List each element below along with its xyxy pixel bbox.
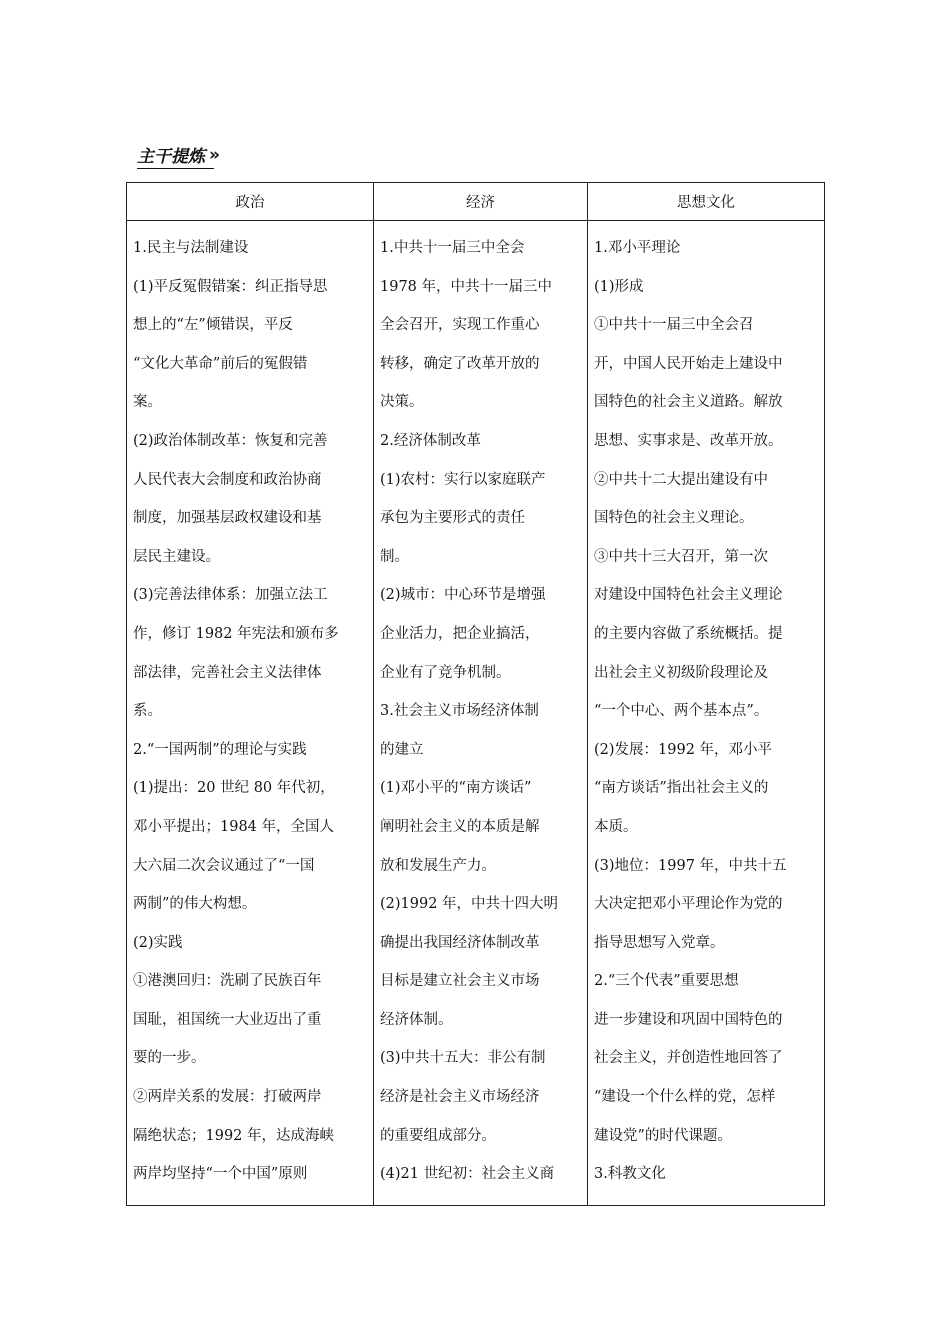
text-line: 放和发展生产力。 — [380, 857, 496, 874]
text-line: 经济是社会主义市场经济 — [380, 1089, 540, 1106]
text-line: 承包为主要形式的责任 — [380, 510, 525, 527]
text-line: (2)城市：中心环节是增强 — [380, 587, 546, 604]
text-line: (3)中共十五大：非公有制 — [380, 1050, 546, 1067]
text-line: 国特色的社会主义理论。 — [594, 510, 754, 527]
text-line: “文化大革命”前后的冤假错 — [133, 355, 308, 372]
text-line: 系。 — [133, 703, 162, 720]
text-line: 对建设中国特色社会主义理论 — [594, 587, 783, 604]
cell-culture — [588, 221, 825, 1206]
text-line: “一个中心、两个基本点”。 — [594, 703, 769, 720]
text-line: 企业有了竞争机制。 — [380, 664, 511, 681]
cell-politics — [127, 221, 374, 1206]
text-line: 1.邓小平理论 — [594, 240, 681, 256]
double-chevron-right-icon: » — [209, 144, 214, 165]
summary-table — [126, 182, 825, 1206]
text-line: (3)地位：1997 年，中共十五 — [594, 857, 787, 874]
text-line: 制。 — [380, 548, 409, 565]
text-line: 国耻，祖国统一大业迈出了重 — [133, 1011, 322, 1028]
text-line: (1)农村：实行以家庭联产 — [380, 471, 546, 488]
text-line: 国特色的社会主义道路。解放 — [594, 394, 783, 411]
text-line: (1)邓小平的“南方谈话” — [380, 780, 532, 797]
text-line: 2.“三个代表”重要思想 — [594, 973, 739, 990]
text-line: 大决定把邓小平理论作为党的 — [594, 896, 783, 913]
text-line: 开，中国人民开始走上建设中 — [594, 355, 783, 372]
text-line: (4)21 世纪初：社会主义商 — [380, 1166, 555, 1183]
header-economy: 经济 — [374, 183, 588, 221]
text-line: 案。 — [133, 394, 162, 411]
text-line: 两岸均坚持“一个中国”原则 — [133, 1166, 308, 1183]
table-header-row — [127, 183, 825, 221]
text-line: “建设一个什么样的党，怎样 — [594, 1089, 776, 1106]
text-line: 确提出我国经济体制改革 — [380, 934, 540, 951]
text-line: (2)1992 年，中共十四大明 — [380, 896, 559, 913]
text-line: 全会召开，实现工作重心 — [380, 317, 540, 334]
table-body-row — [127, 221, 825, 1206]
text-line: “南方谈话”指出社会主义的 — [594, 780, 769, 797]
text-line: 制度，加强基层政权建设和基 — [133, 510, 322, 527]
cell-economy — [374, 221, 588, 1206]
section-title: 主干提炼 — [137, 147, 205, 167]
text-line: 1.民主与法制建设 — [133, 240, 249, 256]
text-line: (1)形成 — [594, 278, 644, 295]
text-line: 的建立 — [380, 741, 424, 758]
text-line: 的主要内容做了系统概括。提 — [594, 625, 783, 642]
text-line: 2.“一国两制”的理论与实践 — [133, 741, 307, 758]
text-line: ③中共十三大召开，第一次 — [594, 548, 768, 565]
text-line: 部法律，完善社会主义法律体 — [133, 664, 322, 681]
text-line: 经济体制。 — [380, 1011, 453, 1028]
text-line: 1978 年，中共十一届三中 — [380, 278, 553, 295]
text-line: 隔绝状态；1992 年，达成海峡 — [133, 1127, 335, 1144]
text-line: (2)政治体制改革：恢复和完善 — [133, 432, 328, 449]
text-line: 决策。 — [380, 394, 424, 411]
text-line: 作，修订 1982 年宪法和颁布多 — [133, 625, 339, 642]
text-line: (2)实践 — [133, 934, 183, 951]
text-line: 思想、实事求是、改革开放。 — [594, 432, 783, 449]
text-line: 指导思想写入党章。 — [594, 934, 725, 951]
text-line: 转移，确定了改革开放的 — [380, 355, 540, 372]
text-line: 本质。 — [594, 818, 638, 835]
text-line: 进一步建设和巩固中国特色的 — [594, 1011, 783, 1028]
text-line: ②中共十二大提出建设有中 — [594, 471, 768, 488]
text-line: 邓小平提出；1984 年，全国人 — [133, 818, 335, 835]
text-line: (3)完善法律体系：加强立法工 — [133, 587, 328, 604]
text-line: 阐明社会主义的本质是解 — [380, 818, 540, 835]
text-line: 目标是建立社会主义市场 — [380, 973, 540, 990]
text-line: 大六届二次会议通过了“一国 — [133, 857, 315, 874]
text-line: 的重要组成部分。 — [380, 1127, 496, 1144]
header-politics: 政治 — [127, 183, 374, 221]
text-line: 两制”的伟大构想。 — [133, 896, 257, 913]
text-line: 3.社会主义市场经济体制 — [380, 703, 539, 720]
text-line: 3.科教文化 — [594, 1166, 666, 1183]
text-line: 社会主义，并创造性地回答了 — [594, 1050, 783, 1067]
text-line: (1)平反冤假错案：纠正指导思 — [133, 278, 328, 295]
text-line: 人民代表大会制度和政治协商 — [133, 471, 322, 488]
section-heading — [137, 142, 214, 169]
text-line: (2)发展：1992 年，邓小平 — [594, 741, 773, 758]
text-line: 想上的“左”倾错误，平反 — [133, 317, 293, 334]
header-culture: 思想文化 — [588, 183, 825, 221]
text-line: 建设党”的时代课题。 — [594, 1127, 732, 1144]
text-line: 企业活力，把企业搞活， — [380, 625, 540, 642]
text-line: 层民主建设。 — [133, 548, 220, 565]
text-line: ①中共十一届三中全会召 — [594, 317, 754, 334]
text-line: ②两岸关系的发展：打破两岸 — [133, 1089, 322, 1106]
text-line: 1.中共十一届三中全会 — [380, 240, 525, 256]
text-line: (1)提出：20 世纪 80 年代初， — [133, 780, 335, 797]
text-line: 2.经济体制改革 — [380, 432, 481, 449]
text-line: 要的一步。 — [133, 1050, 206, 1067]
text-line: ①港澳回归：洗刷了民族百年 — [133, 973, 322, 990]
text-line: 出社会主义初级阶段理论及 — [594, 664, 768, 681]
